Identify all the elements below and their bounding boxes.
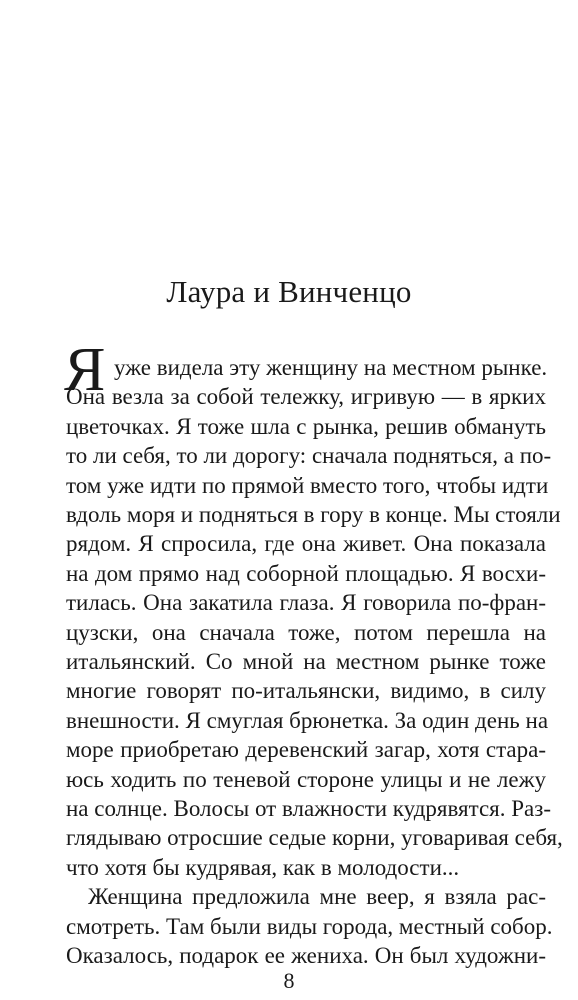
text-line: тилась. Она закатила глаза. Я говорила по-фран- <box>66 590 546 616</box>
text-line: итальянский. Со мной на местном рынке тоже <box>66 649 546 674</box>
text-line: рядом. Я спросила, где она живет. Она показала <box>66 531 546 557</box>
text-line: море приобретаю деревенский загар, хотя стара- <box>66 737 546 763</box>
text-line: уже видела эту женщину на местном рынке. <box>114 355 548 380</box>
page-number: 8 <box>283 968 295 993</box>
chapter-title: Лаура и Винченцо <box>166 274 412 309</box>
text-line: юсь ходить по теневой стороне улицы и не лежу <box>66 766 546 792</box>
text-line: цветочках. Я тоже шла с рынка, решив обмануть <box>66 413 546 439</box>
text-line: внешности. Я смуглая брюнетка. За один день на <box>66 707 549 733</box>
text-line: том уже идти по прямой вместо того, чтобы идти <box>66 472 549 498</box>
text-line: на солнце. Волосы от влажности кудрявятся. Раз- <box>66 796 551 821</box>
text-line: Она везла за собой тележку, игривую — в ярких <box>66 384 546 410</box>
text-line: вдоль моря и подняться в гору в конце. Мы стояли <box>66 502 561 527</box>
text-line: Женщина предложила мне веер, я взяла рас- <box>88 884 546 910</box>
text-line: Оказалось, подарок ее жениха. Он был художни- <box>66 943 546 968</box>
text-line: цузски, она сначала тоже, потом перешла на <box>66 619 546 645</box>
drop-cap: Я <box>64 336 106 404</box>
text-line: смотреть. Там были виды города, местный собор. <box>66 913 553 939</box>
text-line: многие говорят по-итальянски, видимо, в силу <box>66 678 546 704</box>
text-line: глядываю отросшие седые корни, уговаривая себя, <box>66 825 563 851</box>
text-line: что хотя бы кудрявая, как в молодости... <box>66 854 460 880</box>
text-line: на дом прямо над соборной площадью. Я восхи- <box>66 560 546 586</box>
text-line: то ли себя, то ли дорогу: сначала подняться, а по- <box>66 443 552 469</box>
